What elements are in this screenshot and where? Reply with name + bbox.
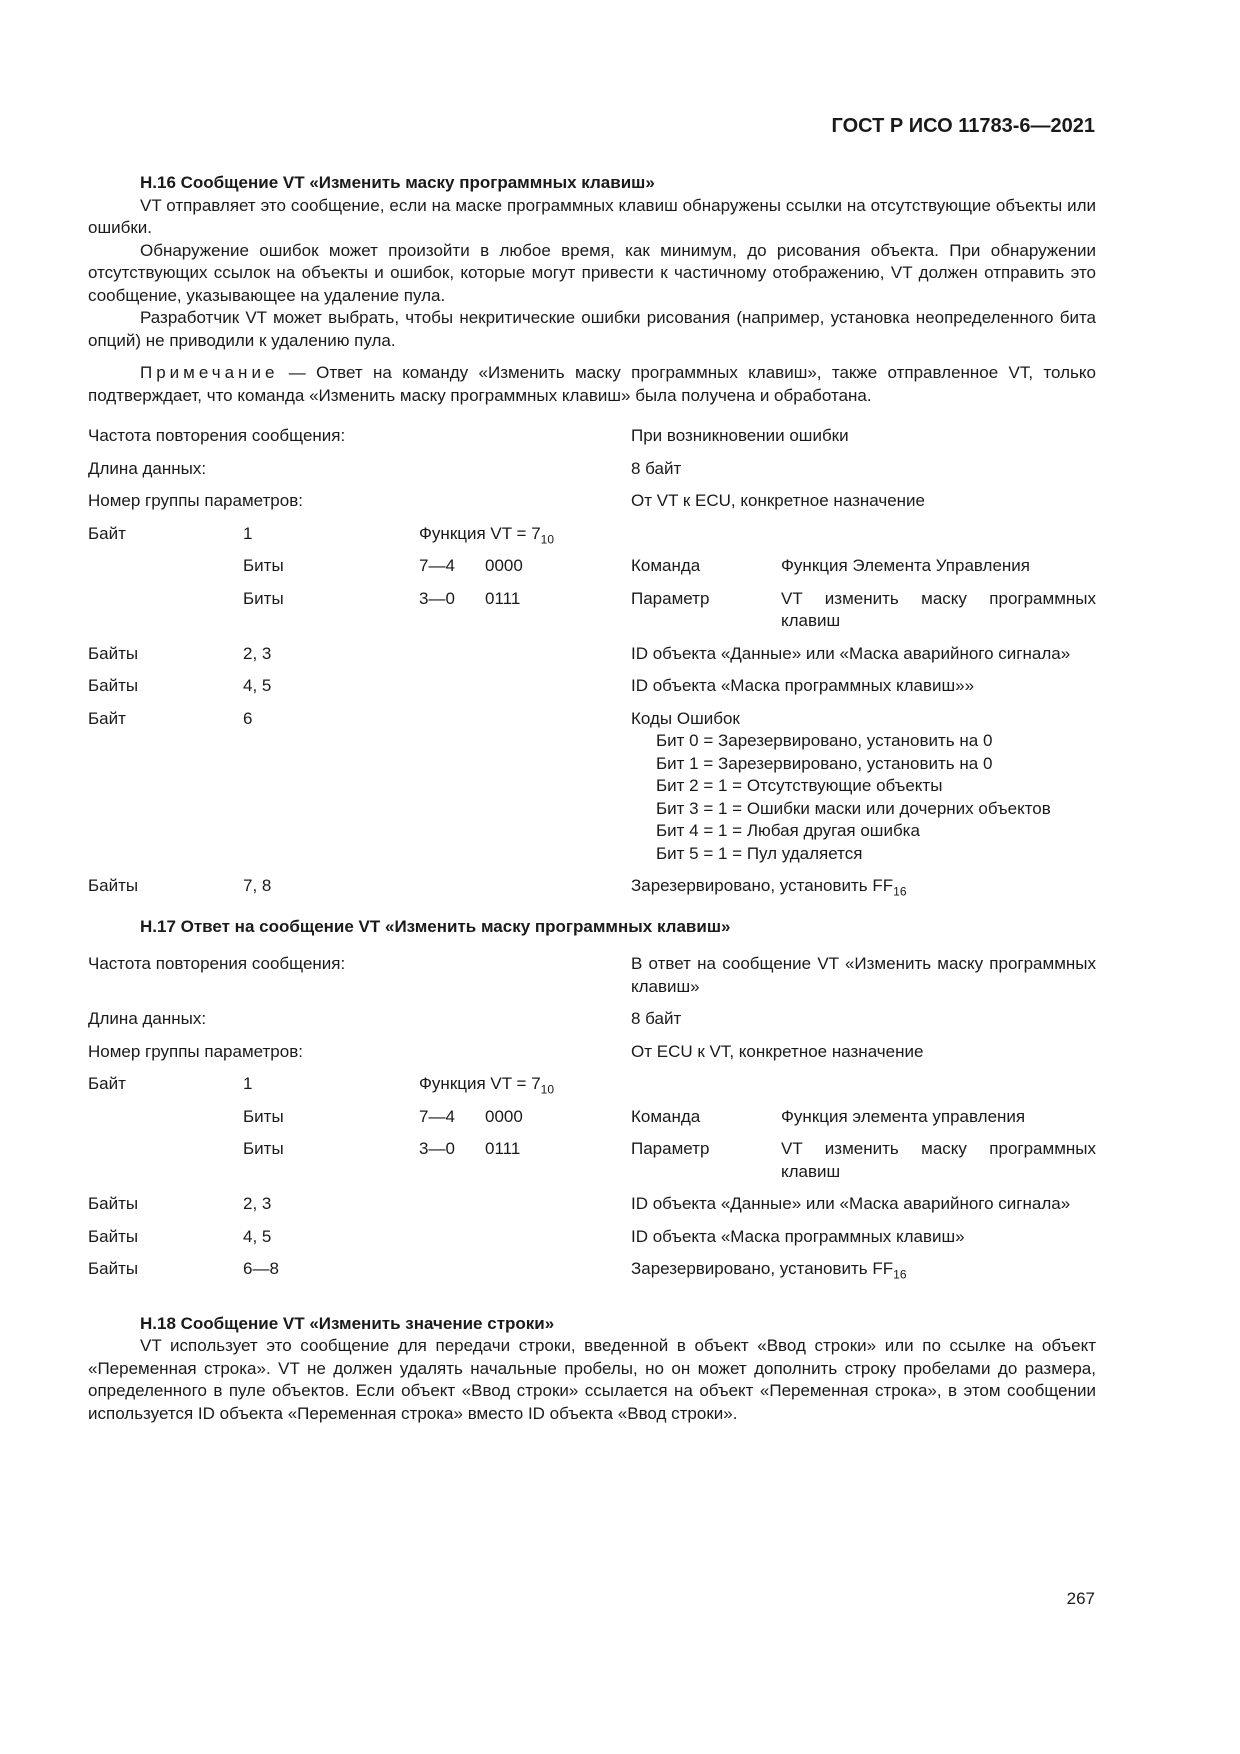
bytes-label: Байты xyxy=(88,676,139,695)
bytes-label: Байты xyxy=(88,876,139,895)
reserved-subscript: 16 xyxy=(893,1267,907,1282)
bits-range: 7—4 xyxy=(419,556,455,575)
bits-name: Команда xyxy=(631,556,701,575)
function-subscript: 10 xyxy=(540,531,555,546)
bits-label: Биты xyxy=(243,556,284,575)
spec-freq-value: При возникновении ошибки xyxy=(631,426,849,445)
bytes-number: 4, 5 xyxy=(243,676,272,695)
spec-pgn-value: От VT к ECU, конкретное назначение xyxy=(631,491,925,510)
byte-label: Байт xyxy=(88,523,126,543)
bits-range: 3—0 xyxy=(419,588,455,608)
bytes-label: Байты xyxy=(88,643,139,663)
section-h16-note xyxy=(88,362,1096,407)
message-spec-h17 xyxy=(88,947,1096,1285)
error-codes xyxy=(631,702,1096,870)
section-h16-title: H.16 Сообщение VT «Изменить маску программных клавиш» xyxy=(140,173,655,192)
error-code-line: Бит 1 = Зарезервировано, установить на 0 xyxy=(656,753,993,773)
bits-label: Биты xyxy=(243,588,284,608)
document-standard-header: ГОСТ Р ИСО 11783-6—2021 xyxy=(831,115,1095,137)
section-h16-paragraph-2: Обнаружение ошибок может произойти в любое время, как минимум, до рисования объекта. При обнаружении отсутствующих ссылок на объекты и ошибок, которые могут привести к частичному отображению, VT должен отправить это сообщение, указывающее на удаление пула. xyxy=(88,240,1096,305)
bits-name: Команда xyxy=(631,1106,701,1126)
bits-range: 3—0 xyxy=(419,1139,455,1158)
reserved-text: Зарезервировано, установить FF xyxy=(631,876,894,895)
section-h16-paragraph-1: VT отправляет это сообщение, если на маске программных клавиш обнаружены ссылки на отсутствующие объекты или ошибки. xyxy=(88,195,1096,237)
bytes-number: 2, 3 xyxy=(243,1194,272,1213)
error-code-line: Бит 4 = 1 = Любая другая ошибка xyxy=(656,821,920,840)
spec-freq-label: Частота повторения сообщения: xyxy=(88,954,346,973)
error-codes-title: Коды Ошибок xyxy=(631,708,740,728)
bytes-description: ID объекта «Маска программных клавиш»» xyxy=(631,676,975,695)
bits-name: Параметр xyxy=(631,588,710,608)
empty-cell xyxy=(631,1067,1096,1100)
spec-pgn-value: От ECU к VT, конкретное назначение xyxy=(631,1041,924,1061)
bytes-number: 4, 5 xyxy=(243,1226,272,1246)
reserved-value xyxy=(631,1252,1096,1285)
function-subscript: 10 xyxy=(540,1082,555,1097)
section-h16 xyxy=(88,172,1096,902)
function-text: Функция VT = 7 xyxy=(419,523,541,543)
bits-description: Функция Элемента Управления xyxy=(781,556,1030,575)
bits-label: Биты xyxy=(243,1139,284,1158)
bits-value: 0111 xyxy=(485,588,521,608)
empty-cell xyxy=(631,517,1096,550)
error-code-line: Бит 0 = Зарезервировано, установить на 0 xyxy=(656,731,993,750)
page-content xyxy=(88,172,1096,1425)
spec-length-label: Длина данных: xyxy=(88,458,207,478)
bits-description: VT изменить маску программных клавиш xyxy=(781,588,1096,630)
message-spec-h16 xyxy=(88,419,1096,902)
bytes-label: Байты xyxy=(88,1259,139,1278)
bytes-label: Байты xyxy=(88,1194,139,1213)
section-h17-title: H.17 Ответ на сообщение VT «Изменить маску программных клавиш» xyxy=(140,916,731,936)
bits-range: 7—4 xyxy=(419,1106,455,1126)
section-h18-title: H.18 Сообщение VT «Изменить значение строки» xyxy=(140,1313,555,1333)
bytes-description: ID объекта «Данные» или «Маска аварийного сигнала» xyxy=(631,1194,1071,1213)
note-text: — Ответ на команду «Изменить маску программных клавиш», также отправленное VT, только подтверждает, что команда «Изменить маску программных клавиш» была получена и обработана. xyxy=(88,363,1096,405)
function-value xyxy=(419,1067,631,1100)
bytes-number: 2, 3 xyxy=(243,643,272,663)
section-h18-paragraph-1: VT использует это сообщение для передачи строки, введенной в объект «Ввод строки» или по ссылке на объект «Переменная строка». VT не должен удалять начальные пробелы, но он может дополнить строку пробелами до размера, определенного в пуле объектов. Если объект «Ввод строки» ссылается на объект «Переменная строка», в этом сообщении используется ID объекта «Переменная строка» вместо ID объекта «Ввод строки». xyxy=(88,1336,1096,1423)
bytes-number: 6—8 xyxy=(243,1259,279,1278)
function-text: Функция VT = 7 xyxy=(419,1074,541,1093)
spec-length-value: 8 байт xyxy=(631,458,682,478)
byte-label: Байт xyxy=(88,708,126,728)
spec-pgn-label: Номер группы параметров: xyxy=(88,1041,303,1061)
page-number: 267 xyxy=(1066,1589,1095,1608)
spec-freq-value: В ответ на сообщение VT «Изменить маску программных клавиш» xyxy=(631,954,1096,996)
bits-value: 0000 xyxy=(485,1106,523,1126)
function-value xyxy=(419,517,631,550)
bits-label: Биты xyxy=(243,1106,284,1126)
byte-label: Байт xyxy=(88,1074,126,1093)
bytes-label: Байты xyxy=(88,1226,139,1246)
bits-name: Параметр xyxy=(631,1139,710,1158)
byte-number: 1 xyxy=(243,1074,253,1093)
section-h16-paragraph-3: Разработчик VT может выбрать, чтобы некритические ошибки рисования (например, установка неопределенного бита опций) не приводили к удалению пула. xyxy=(88,308,1096,350)
spec-pgn-label: Номер группы параметров: xyxy=(88,491,303,510)
error-code-line: Бит 3 = 1 = Ошибки маски или дочерних объектов xyxy=(656,798,1051,818)
bits-description: Функция элемента управления xyxy=(781,1106,1026,1126)
section-h17 xyxy=(88,916,1096,1285)
bits-description: VT изменить маску программных клавиш xyxy=(781,1139,1096,1181)
spec-length-label: Длина данных: xyxy=(88,1009,207,1028)
section-h18 xyxy=(88,1313,1096,1426)
error-code-line: Бит 2 = 1 = Отсутствующие объекты xyxy=(656,776,943,795)
bits-value: 0111 xyxy=(485,1139,521,1158)
note-label: Примечание xyxy=(140,363,279,382)
reserved-subscript: 16 xyxy=(893,884,907,899)
byte-number: 1 xyxy=(243,523,253,543)
bytes-description: ID объекта «Маска программных клавиш» xyxy=(631,1226,965,1246)
reserved-value xyxy=(631,869,1096,902)
error-code-line: Бит 5 = 1 = Пул удаляется xyxy=(656,843,863,863)
reserved-text: Зарезервировано, установить FF xyxy=(631,1259,894,1278)
spec-freq-label: Частота повторения сообщения: xyxy=(88,426,346,445)
bytes-number: 7, 8 xyxy=(243,876,272,895)
bits-value: 0000 xyxy=(485,556,523,575)
bytes-description: ID объекта «Данные» или «Маска аварийного сигнала» xyxy=(631,643,1071,663)
byte-number: 6 xyxy=(243,708,253,728)
spec-length-value: 8 байт xyxy=(631,1009,682,1028)
